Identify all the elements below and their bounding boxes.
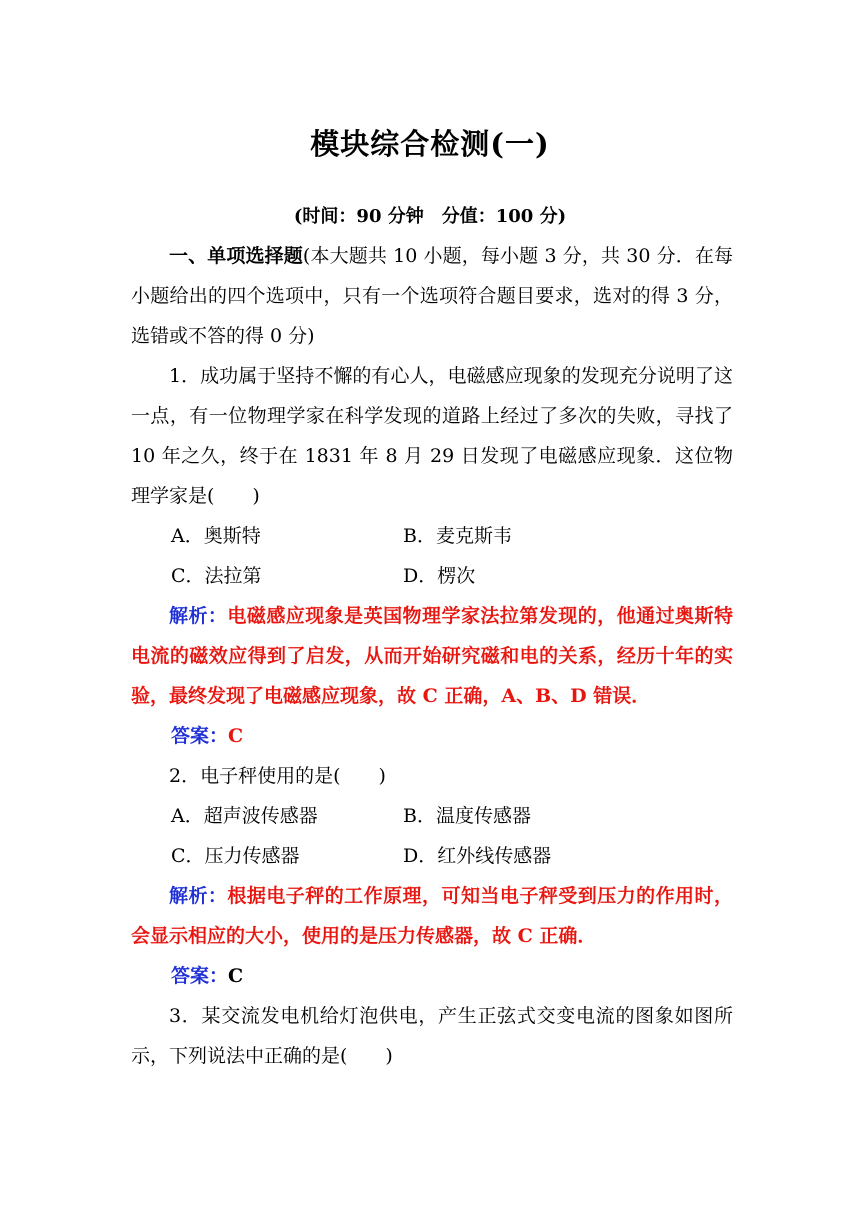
question-2-answer [131,956,733,996]
question-1-answer-value: C [228,725,244,747]
question-1-analysis-text: 电磁感应现象是英国物理学家法拉第发现的，他通过奥斯特电流的磁效应得到了启发，从而开始研究磁和电的关系，经历十年的实验，最终发现了电磁感应现象，故 C 正确，A、B、D 错误． [131,605,733,707]
document-body [131,236,733,1076]
question-1-stem: 1．成功属于坚持不懈的有心人，电磁感应现象的发现充分说明了这一点，有一位物理学家在科学发现的道路上经过了多次的失败，寻找了 10 年之久，终于在 1831 年 8 月 29 日发现了电磁感应现象．这位物理学家是( ) [131,365,733,507]
question-1-options-row-1 [131,516,733,556]
question-2-option-d: D．红外线传感器 [403,845,552,867]
question-2-options-row-1 [131,796,733,836]
question-1-option-a: A．奥斯特 [171,525,261,547]
question-1-analysis-label: 解析： [169,605,228,627]
question-2-option-b: B．温度传感器 [403,805,531,827]
question-1-analysis [131,596,733,716]
section-instructions-text: (本大题共 10 小题，每小题 3 分，共 30 分．在每小题给出的四个选项中，只有一个选项符合题目要求，选对的得 3 分，选错或不答的得 0 分) [131,245,733,347]
question-2-analysis-text: 根据电子秤的工作原理，可知当电子秤受到压力的作用时，会显示相应的大小，使用的是压力传感器，故 C 正确． [131,885,733,947]
question-1-answer-label: 答案： [171,725,229,747]
question-2-options-row-2 [131,836,733,876]
question-1-answer [131,716,733,756]
question-2-answer-value: C [228,965,244,987]
question-1-option-b: B．麦克斯韦 [403,525,512,547]
question-2-analysis [131,876,733,956]
question-1-option-d: D．楞次 [403,565,476,587]
section-instructions [131,236,733,356]
question-2-analysis-label: 解析： [169,885,228,907]
question-2-stem: 2．电子秤使用的是( ) [169,765,386,787]
exam-meta: (时间：90 分钟 分值：100 分) [293,206,567,227]
question-3-stem: 3．某交流发电机给灯泡供电，产生正弦式交变电流的图象如图所示，下列说法中正确的是( ) [131,1005,733,1067]
section-heading: 一、单项选择题 [169,245,303,267]
question-2-answer-label: 答案： [171,965,229,987]
question-1-option-c: C．法拉第 [171,565,262,587]
document-title: 模块综合检测(一) [310,127,550,161]
question-2-option-c: C．压力传感器 [171,845,300,867]
question-2-option-a: A．超声波传感器 [171,805,318,827]
question-1-options-row-2 [131,556,733,596]
